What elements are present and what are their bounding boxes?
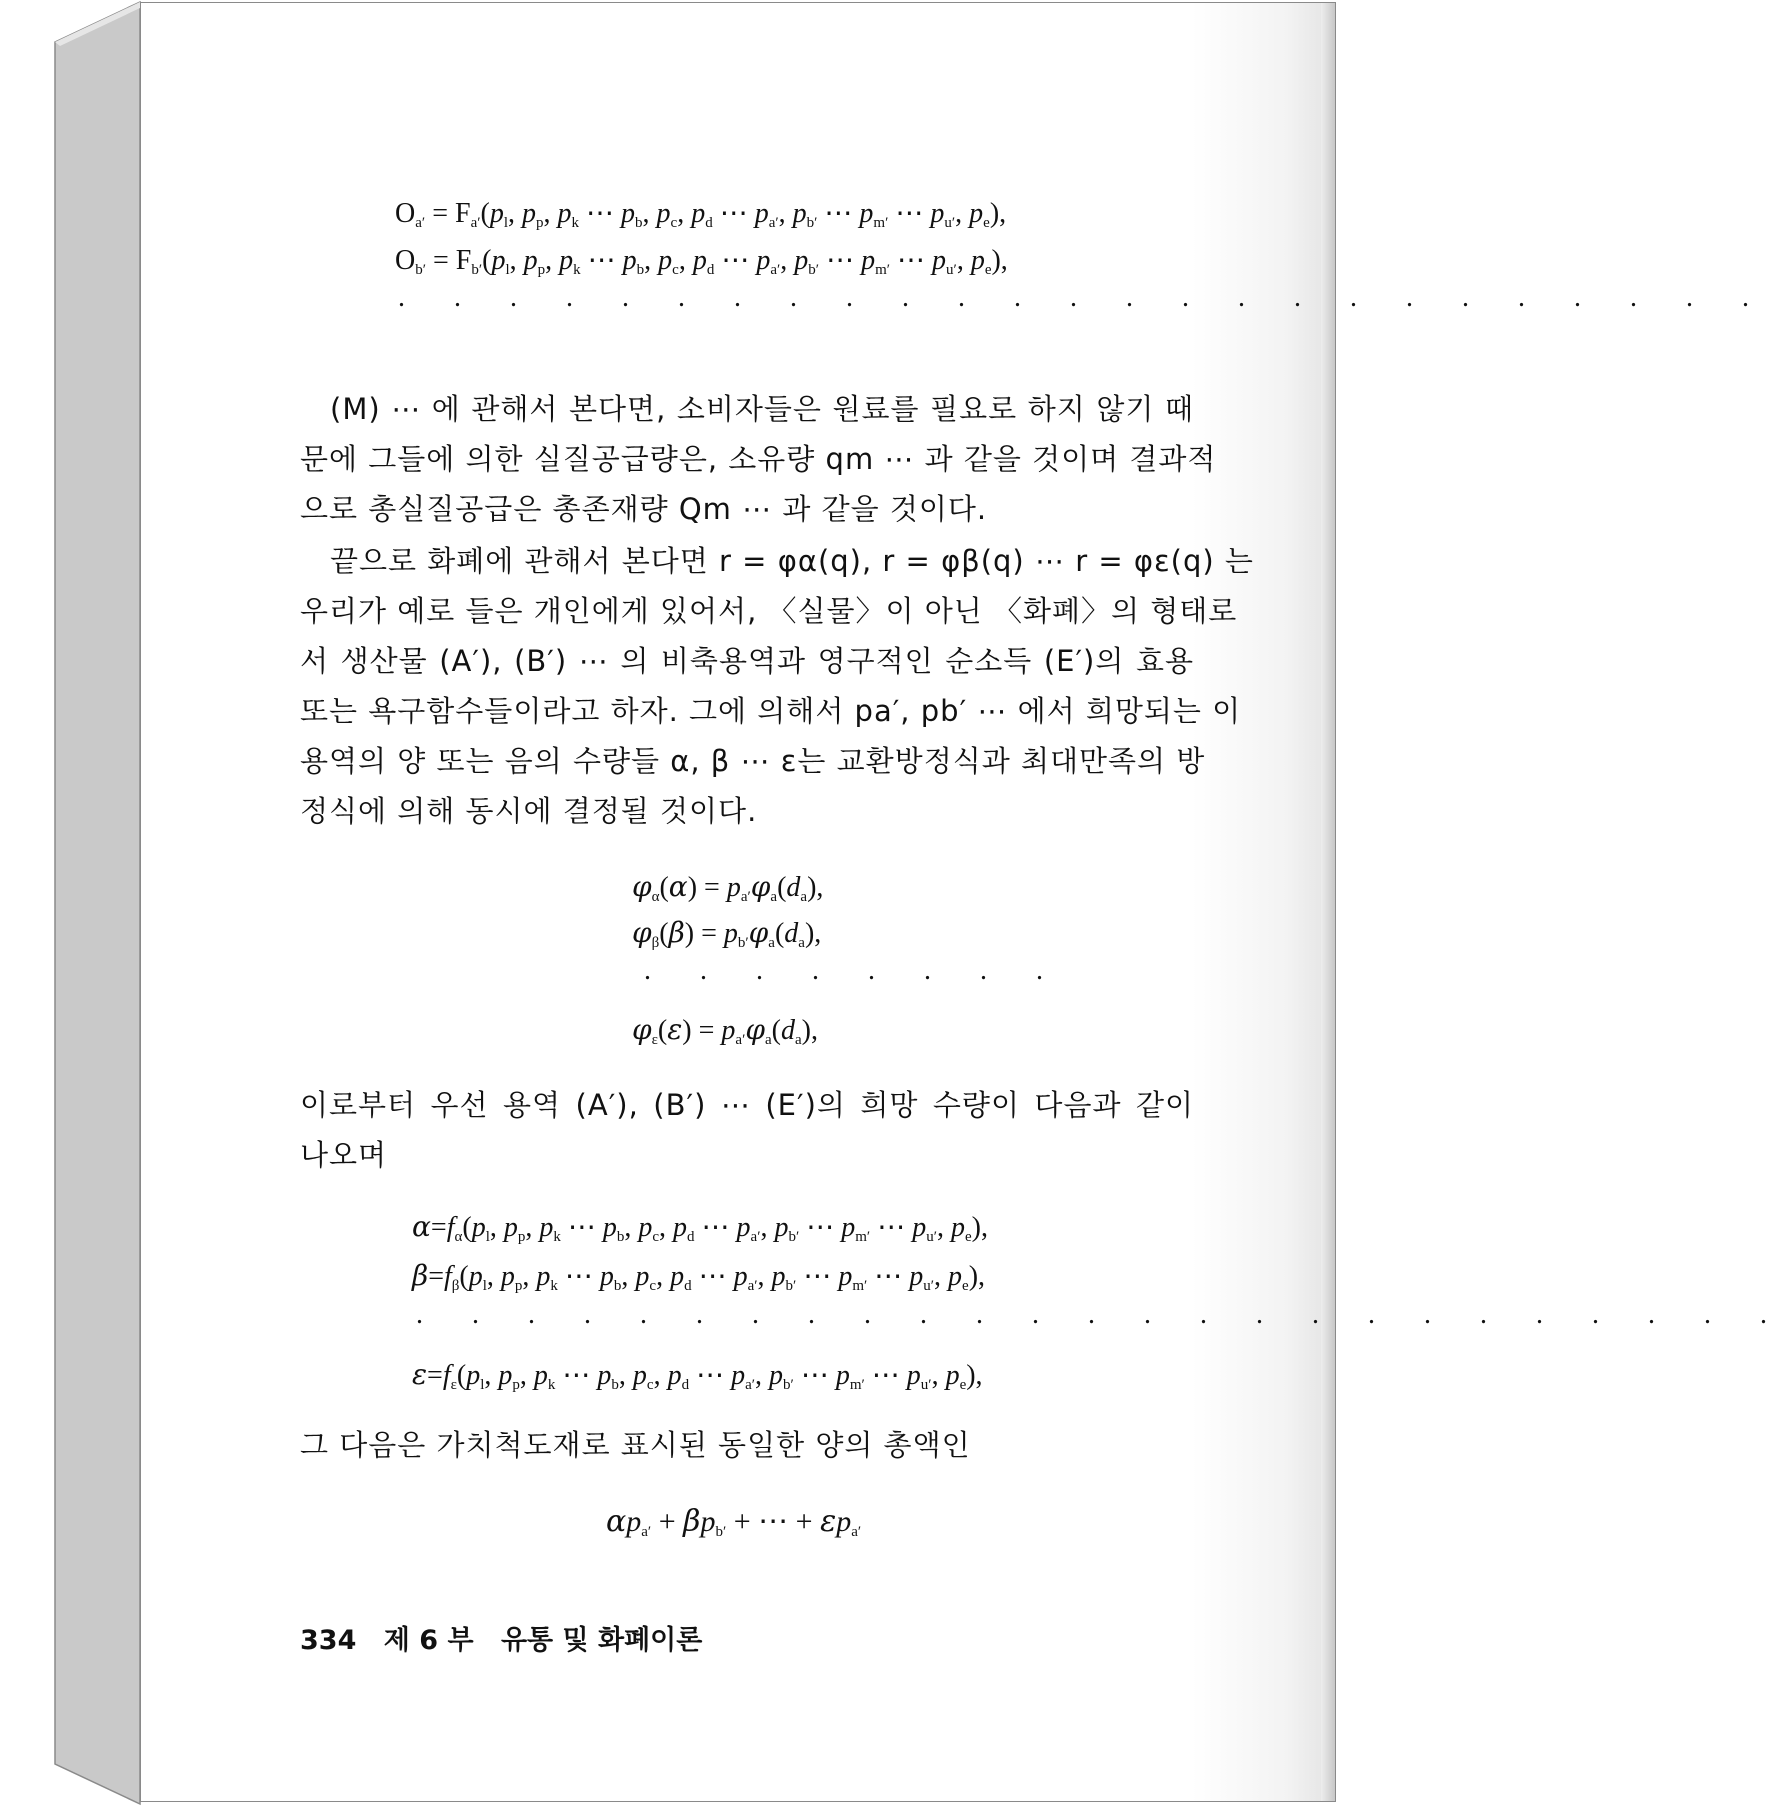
equation-phi-epsilon: $\varphi_\varepsilon(\varepsilon) = p_{a'}\varphi_a(d_a)$, [632,1013,818,1048]
text-line: 끝으로 화폐에 관해서 본다면 r = φα(q), r = φβ(q) ⋯ r = φε(q) 는 [330,544,1254,578]
text-line: 이로부터 우선 용역 (A′), (B′) ⋯ (E′)의 희망 수량이 다음과 같이 [300,1088,1194,1122]
ellipsis-row: . . . . . . . . . . . . . . . . . . . . . . . . . [416,1299,1788,1330]
text-line: 으로 총실질공급은 총존재량 Qm ⋯ 과 같을 것이다. [300,492,988,526]
page-number: 334 [300,1625,357,1656]
text-line: 서 생산물 (A′), (B′) ⋯ 의 비축용역과 영구적인 순소득 (E′)의 효용 [300,644,1194,678]
text-line: 또는 욕구함수들이라고 하자. 그에 의해서 pa′, pb′ ⋯ 에서 희망되는 이 [300,694,1242,728]
equation-total-sum: $\alpha p_{a'} + \beta p_{b'}$ + ⋯ + $\varepsilon p_{a'}$ [606,1504,862,1540]
equation-beta: $\beta=f_\beta(p_l$, $p_p$, $p_k$ ⋯ $p_b$, $p_c$, $p_d$ ⋯ $p_{a'}$, $p_{b'}$ ⋯ $p_{m'}$ ⋯ $p_{u'}$, $p_e$), [412,1259,986,1294]
ellipsis-row: . . . . . . . . [644,955,1064,986]
text-line: 우리가 예로 들은 개인에게 있어서, 〈실물〉이 아닌 〈화폐〉의 형태로 [300,594,1238,628]
paragraph-money [300,536,1254,836]
equation-oa: $O_{a'} = F_{a'}(p_l$, $p_p$, $p_k$ ⋯ $p_b$, $p_c$, $p_d$ ⋯ $p_{a'}$, $p_{b'}$ ⋯ $p_{m'}$ ⋯ $p_{u'}$, $p_e$), [395,198,1007,231]
equation-phi-alpha: $\varphi_\alpha(\alpha) = p_{a'}\varphi_a(d_a)$, [632,870,824,905]
text-line: (M) ⋯ 에 관해서 본다면, 소비자들은 원료를 필요로 하지 않기 때 [330,392,1194,426]
equation-epsilon: $\varepsilon=f_\varepsilon(p_l$, $p_p$, $p_k$ ⋯ $p_b$, $p_c$, $p_d$ ⋯ $p_{a'}$, $p_{b'}$ ⋯ $p_{m'}$ ⋯ $p_{u'}$, $p_e$), [412,1358,983,1393]
paragraph-total [300,1420,1194,1470]
equation-ob: $O_{b'} = F_{b'}(p_l$, $p_p$, $p_k$ ⋯ $p_b$, $p_c$, $p_d$ ⋯ $p_{a'}$, $p_{b'}$ ⋯ $p_{m'}$ ⋯ $p_{u'}$, $p_e$), [395,245,1008,278]
paragraph-services [300,1080,1194,1180]
text-line: 그 다음은 가치척도재로 표시된 동일한 양의 총액인 [300,1428,971,1462]
text-line: 용역의 양 또는 음의 수량들 α, β ⋯ ε는 교환방정식과 최대만족의 방 [300,744,1206,778]
page-edge-shadow [1321,3,1335,1801]
equation-phi-beta: $\varphi_\beta(\beta) = p_{b'}\varphi_a(d_a)$, [632,916,822,951]
part-label: 제 6 부 [383,1625,474,1656]
text-line: 나오며 [300,1138,388,1172]
text-line: 정식에 의해 동시에 결정될 것이다. [300,794,758,828]
ellipsis-row: . . . . . . . . . . . . . . . . . . . . . . . . . [398,282,1770,313]
equation-alpha: $\alpha=f_\alpha(p_l$, $p_p$, $p_k$ ⋯ $p_b$, $p_c$, $p_d$ ⋯ $p_{a'}$, $p_{b'}$ ⋯ $p_{m'}$ ⋯ $p_{u'}$, $p_e$), [412,1210,988,1245]
page-footer [300,1618,720,1657]
text-line: 문에 그들에 의한 실질공급량은, 소유량 qm ⋯ 과 같을 것이며 결과적 [300,442,1217,476]
running-title: 유통 및 화폐이론 [500,1625,703,1656]
paragraph-m [300,384,1217,534]
